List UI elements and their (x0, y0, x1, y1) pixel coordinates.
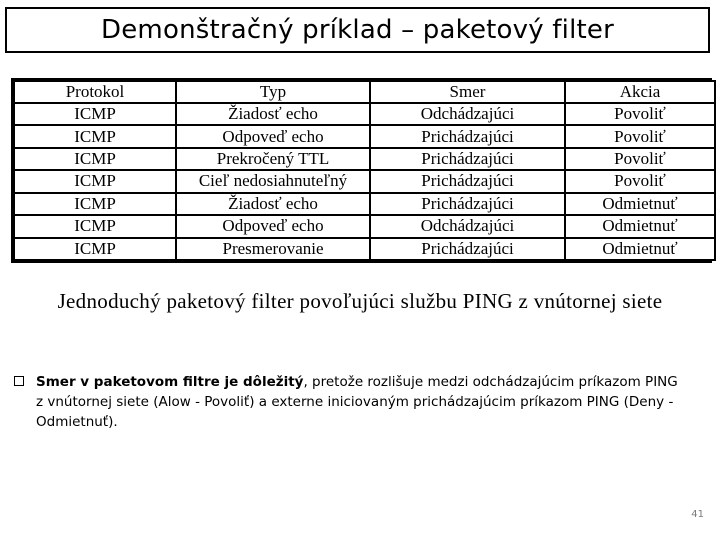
cell-smer: Prichádzajúci (371, 194, 564, 214)
bullet-bold-text: Smer v paketovom filtre je dôležitý (36, 374, 304, 390)
cell-smer: Prichádzajúci (371, 171, 564, 191)
cell-akcia: Povoliť (566, 104, 714, 124)
table-row (15, 104, 714, 124)
cell-smer: Odchádzajúci (371, 216, 564, 236)
cell-akcia: Povoliť (566, 171, 714, 191)
cell-protokol: ICMP (15, 171, 175, 191)
packet-filter-table (13, 80, 716, 261)
header-protokol: Protokol (15, 82, 175, 102)
table-row (15, 239, 714, 259)
table-row (15, 126, 714, 146)
table-row (15, 149, 714, 169)
table-row (15, 194, 714, 214)
cell-typ: Presmerovanie (177, 239, 369, 259)
cell-protokol: ICMP (15, 149, 175, 169)
bullet-text (36, 372, 684, 432)
cell-protokol: ICMP (15, 126, 175, 146)
cell-typ: Žiadosť echo (177, 194, 369, 214)
square-bullet-icon (14, 376, 24, 386)
cell-protokol: ICMP (15, 239, 175, 259)
cell-smer: Odchádzajúci (371, 104, 564, 124)
cell-typ: Prekročený TTL (177, 149, 369, 169)
cell-akcia: Odmietnuť (566, 194, 714, 214)
cell-akcia: Povoliť (566, 149, 714, 169)
cell-akcia: Odmietnuť (566, 216, 714, 236)
cell-protokol: ICMP (15, 194, 175, 214)
cell-typ: Odpoveď echo (177, 126, 369, 146)
header-akcia: Akcia (566, 82, 714, 102)
header-smer: Smer (371, 82, 564, 102)
cell-protokol: ICMP (15, 104, 175, 124)
table-header-row (15, 82, 714, 102)
bullet-point (14, 372, 684, 432)
table-row (15, 216, 714, 236)
slide-title: Demonštračný príklad – paketový filter (101, 15, 614, 45)
page-number: 41 (691, 509, 704, 520)
packet-filter-table-frame (11, 78, 712, 263)
cell-smer: Prichádzajúci (371, 126, 564, 146)
cell-akcia: Odmietnuť (566, 239, 714, 259)
header-typ: Typ (177, 82, 369, 102)
cell-typ: Odpoveď echo (177, 216, 369, 236)
cell-protokol: ICMP (15, 216, 175, 236)
bullet-rest-text: , pretože rozlišuje medzi odchádzajúcim príkazom PING z vnútornej siete (Alow - Povoliť) a externe iniciovaným prichádzajúcim príkazom PING (Deny - Odmietnuť). (36, 374, 678, 430)
table-caption: Jednoduchý paketový filter povoľujúci službu PING z vnútornej siete (57, 289, 663, 313)
cell-smer: Prichádzajúci (371, 239, 564, 259)
cell-smer: Prichádzajúci (371, 149, 564, 169)
table-row (15, 171, 714, 191)
cell-typ: Cieľ nedosiahnuteľný (177, 171, 369, 191)
cell-typ: Žiadosť echo (177, 104, 369, 124)
cell-akcia: Povoliť (566, 126, 714, 146)
title-box (5, 7, 710, 53)
